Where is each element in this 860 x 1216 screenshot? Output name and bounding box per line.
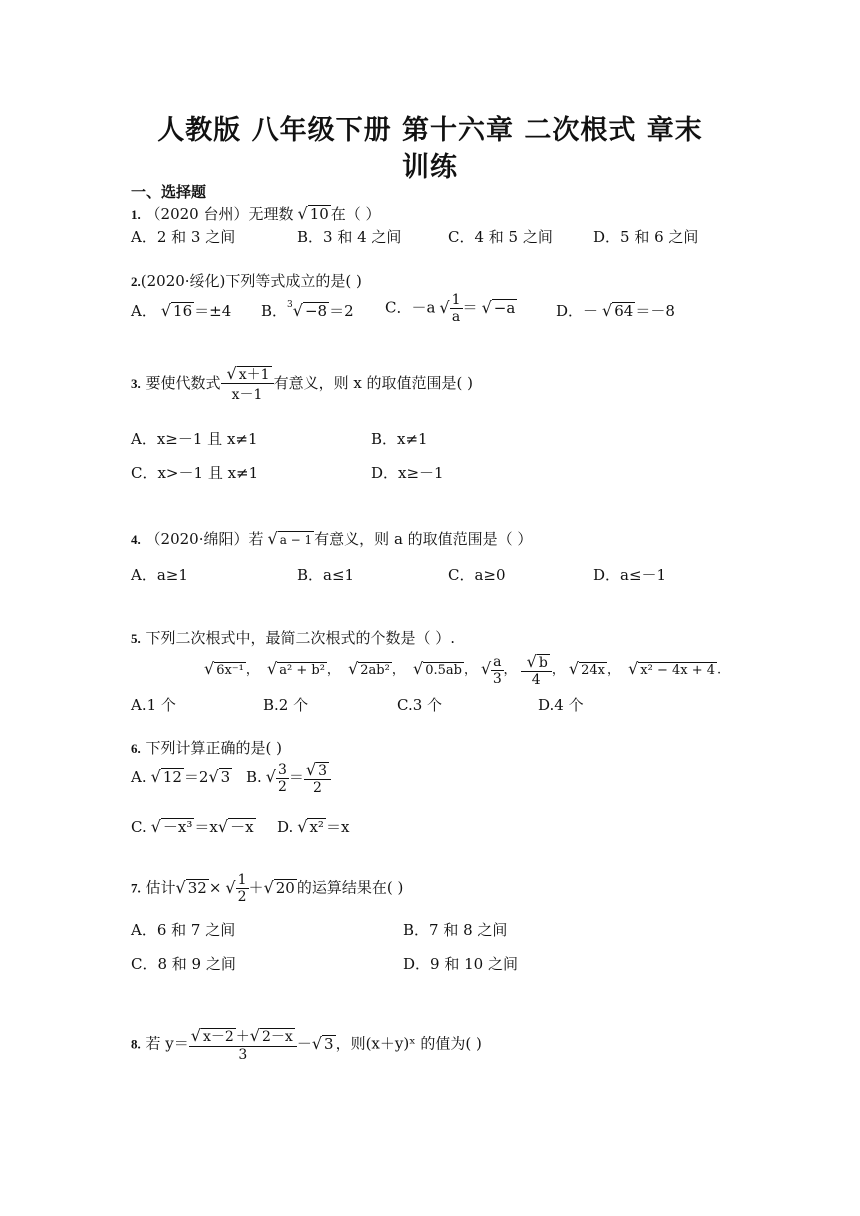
q7-option-c: C．8 和 9 之间 xyxy=(131,955,236,973)
q5-radical-5-num: a xyxy=(493,653,502,670)
q8-stem: 若 y＝ xyxy=(145,1034,189,1053)
q7-denominator: 2 xyxy=(237,889,247,905)
q6-b-denominator: 2 xyxy=(278,778,287,795)
q5-sep: ， xyxy=(606,662,620,678)
q3-stem: 要使代数式 xyxy=(145,374,221,392)
q8-denominator: 3 xyxy=(238,1047,248,1063)
q2-a-result: ＝±4 xyxy=(194,302,232,320)
q5-option-b: B.2 个 xyxy=(263,696,309,714)
q1-option-c: C．4 和 5 之间 xyxy=(448,228,553,246)
q3-option-d: D．x≥－1 xyxy=(371,464,444,482)
q2-option-c: C．－a √ $\frac{1}{a}$ ＝ √ −a xyxy=(385,292,516,325)
q3-denominator: x－1 xyxy=(231,387,263,403)
q7-option-d: D．9 和 10 之间 xyxy=(403,955,518,973)
question-6 xyxy=(131,737,282,758)
question-3: 3. 要使代数式 $\frac{√ x+1}{x-1}$ 有意义，则 x 的取值范围是( ) xyxy=(131,364,474,403)
q5-end: . xyxy=(717,662,722,678)
q2-c-denominator: a xyxy=(451,309,461,325)
q5-radical-6-num: b xyxy=(538,655,548,671)
q1-option-b: B．3 和 4 之间 xyxy=(297,228,402,246)
q6-a-label: A. xyxy=(131,768,147,786)
q7-option-b: B．7 和 8 之间 xyxy=(403,921,508,939)
q2-option-a: A． √ 16 ＝±4 xyxy=(131,301,232,320)
q5-radical-7: 24x xyxy=(581,662,605,678)
q7-stem-end: 的运算结果在( ) xyxy=(296,878,404,897)
q3-option-c: C．x>－1 且 x≠1 xyxy=(131,464,259,482)
q6-c-radicand-2: －x xyxy=(230,818,254,836)
q5-radical-6-den: 4 xyxy=(531,672,541,688)
q4-option-b: B．a≤1 xyxy=(297,566,355,584)
q8-radical-2: 2－x xyxy=(262,1029,293,1045)
q4-option-c: C．a≥0 xyxy=(448,566,506,584)
question-4: 4. （2020·绵阳）若 √ a − 1 有意义，则 a 的取值范围是（ ） xyxy=(131,529,533,548)
q6-b-rhs-num: 3 xyxy=(318,763,328,779)
q1-stem-end: 在（ ） xyxy=(330,205,381,223)
q5-radicals: √ 6x⁻¹ ， √ a² + b² ， √ 2ab² ， √ 0.5ab ， √ $\frac{a}{3}$ ， $\frac{√ b}{4}$ ， √ 24x ， √ x² − 4x + 4 . xyxy=(204,652,722,688)
question-2 xyxy=(131,270,362,291)
q5-sep: ， xyxy=(503,662,517,678)
q2-b-result: ＝2 xyxy=(329,302,354,320)
q6-c-radicand: －x³ xyxy=(162,818,193,836)
doc-title-line2: 训练 xyxy=(402,152,458,183)
q7-number: 7. xyxy=(131,880,141,896)
q8-plus: ＋ xyxy=(235,1029,250,1045)
q5-option-a: A.1 个 xyxy=(131,696,176,714)
section-heading: 一、选择题 xyxy=(131,183,207,201)
q5-radical-4: 0.5ab xyxy=(425,662,462,678)
q6-d-equals: ＝x xyxy=(325,818,350,836)
q3-stem-end: 有意义，则 x 的取值范围是( ) xyxy=(273,374,474,392)
q4-stem: （2020·绵阳）若 xyxy=(145,530,264,548)
q2-b-radicand: −8 xyxy=(304,302,328,320)
question-8: 8. 若 y＝ $\frac{√ x-2 +√ 2-x}{3}$ －√ 3 ，则(x＋y)ˣ 的值为( ) xyxy=(131,1026,482,1063)
q7-radical-1: 32 xyxy=(187,878,207,897)
q5-sep: ， xyxy=(326,662,340,678)
q6-option-d: D. √ x² ＝x xyxy=(277,817,350,836)
q5-radical-1: 6x⁻¹ xyxy=(216,662,244,678)
q4-stem-end: 有意义，则 a 的取值范围是（ ） xyxy=(314,530,533,548)
q2-c-equals: ＝ xyxy=(462,298,478,317)
q6-number: 6. xyxy=(131,741,141,756)
q6-a-equals: ＝2 xyxy=(183,768,209,786)
q5-sep: ， xyxy=(391,662,405,678)
q6-b-label: B. xyxy=(246,768,262,786)
q6-c-equals: ＝x xyxy=(194,818,218,836)
q3-numerator: x＋1 xyxy=(238,367,270,383)
q5-radical-3: 2ab² xyxy=(360,662,390,678)
q1-option-a: A．2 和 3 之间 xyxy=(131,228,236,246)
q2-c-radicand: −a xyxy=(493,298,516,317)
question-7: 7. 估计√ 32 × √ $\frac{1}{2}$ ＋√ 20 的运算结果在( ) xyxy=(131,872,404,905)
doc-title-line1: 人教版 八年级下册 第十六章 二次根式 章末 xyxy=(157,115,703,146)
q2-d-radicand: 64 xyxy=(614,302,634,320)
q5-sep: ， xyxy=(551,662,565,678)
q2-b-label: B． xyxy=(261,302,288,320)
q5-radical-5-den: 3 xyxy=(492,670,502,687)
q4-option-a: A．a≥1 xyxy=(131,566,188,584)
q6-b-numerator: 3 xyxy=(278,761,287,778)
q2-stem: (2020·绥化)下列等式成立的是( ) xyxy=(140,272,362,290)
q2-d-label: D．－ xyxy=(556,302,599,320)
q2-d-result: ＝－8 xyxy=(635,302,675,320)
q2-a-radicand: 16 xyxy=(173,302,193,320)
q7-numerator: 1 xyxy=(237,872,247,888)
q2-c-label: C．－a xyxy=(385,298,436,317)
q6-a-radicand-2: 3 xyxy=(220,768,231,786)
q3-option-b: B．x≠1 xyxy=(371,430,428,448)
q4-option-d: D．a≤－1 xyxy=(593,566,667,584)
q8-radical-1: x－2 xyxy=(202,1029,234,1045)
q2-c-numerator: 1 xyxy=(451,292,461,308)
q2-b-index: 3 xyxy=(287,300,293,310)
q6-c-label: C. xyxy=(131,818,147,836)
q7-radical-2: 20 xyxy=(275,878,295,897)
q2-a-label: A． xyxy=(131,302,157,320)
q6-d-label: D. xyxy=(277,818,294,836)
q2-number: 2. xyxy=(131,274,141,289)
q7-plus: ＋ xyxy=(248,878,264,897)
q5-option-c: C.3 个 xyxy=(397,696,443,714)
q4-number: 4. xyxy=(131,532,141,547)
q1-number: 1. xyxy=(131,207,141,222)
q6-b-equals: ＝ xyxy=(288,768,304,786)
q5-sep: ， xyxy=(463,662,477,678)
q8-number: 8. xyxy=(131,1036,141,1052)
q3-option-a: A．x≥－1 且 x≠1 xyxy=(131,430,258,448)
q7-option-a: A．6 和 7 之间 xyxy=(131,921,236,939)
q2-option-b: B．$^3$√ −8 ＝2 xyxy=(261,300,354,320)
q1-option-d: D．5 和 6 之间 xyxy=(593,228,699,246)
q5-radical-8: x² − 4x + 4 xyxy=(640,662,716,678)
q7-times: × xyxy=(208,878,222,897)
q1-radicand: 10 xyxy=(309,205,329,223)
q5-number: 5. xyxy=(131,631,141,646)
q6-b-rhs-den: 2 xyxy=(313,780,322,796)
q7-stem: 估计 xyxy=(145,878,176,897)
q8-radical-3: 3 xyxy=(324,1034,334,1053)
question-1: 1. （2020 台州）无理数 √ 10 在（ ） xyxy=(131,204,381,223)
q5-sep: ， xyxy=(245,662,259,678)
q2-option-d: D．－ √ 64 ＝－8 xyxy=(556,301,675,320)
q3-number: 3. xyxy=(131,376,141,391)
q6-stem: 下列计算正确的是( ) xyxy=(145,739,283,757)
q6-d-radicand: x² xyxy=(309,818,324,836)
q8-minus: － xyxy=(296,1034,312,1053)
q8-stem-end: ，则(x＋y)ˣ 的值为( ) xyxy=(335,1034,482,1053)
q6-option-a: A. √ 12 ＝2√ 3 xyxy=(131,767,231,786)
q4-radicand: a − 1 xyxy=(279,533,313,547)
q1-stem: （2020 台州）无理数 xyxy=(145,205,294,223)
q5-option-d: D.4 个 xyxy=(538,696,584,714)
q6-option-b: B. √ $\frac{3}{2}$ ＝ $\frac{√ 3}{2}$ xyxy=(246,760,331,796)
q5-radical-2: a² + b² xyxy=(279,662,325,678)
q6-a-radicand: 12 xyxy=(162,768,182,786)
q6-option-c: C. √ －x³ ＝x√ －x xyxy=(131,817,254,836)
question-5 xyxy=(131,627,455,648)
q5-stem: 下列二次根式中，最简二次根式的个数是（ ）. xyxy=(145,629,456,647)
